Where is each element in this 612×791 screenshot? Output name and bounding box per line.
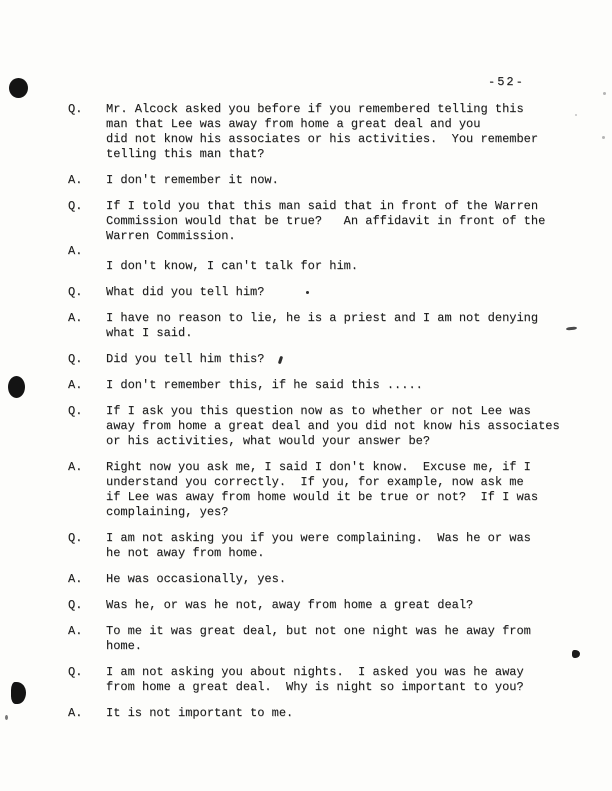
qa-entry: [68, 352, 598, 367]
entry-text: [106, 199, 598, 244]
transcript-line: He was occasionally, yes.: [106, 572, 287, 586]
entry-text: [106, 173, 598, 188]
transcript-line: I don't know, I can't talk for him.: [106, 259, 359, 273]
transcript-line: What did you tell him?: [106, 285, 265, 299]
transcript-line: To me it was great deal, but not one night was he away from: [106, 624, 531, 638]
entry-text: [106, 460, 598, 520]
page-number: -52-: [488, 75, 525, 89]
entry-text: [106, 572, 598, 587]
transcript-line: what I said.: [106, 326, 193, 340]
transcript-body: [68, 102, 598, 732]
qa-entry: [68, 572, 598, 587]
qa-entry: [68, 531, 598, 561]
qa-entry: [68, 199, 598, 244]
entry-text: [106, 352, 598, 367]
qa-entry: [68, 624, 598, 654]
transcript-line: I am not asking you if you were complaining. Was he or was: [106, 531, 531, 545]
qa-entry: [68, 378, 598, 393]
entry-text: [106, 531, 598, 561]
transcript-line: Commission would that be true? An affidavit in front of the: [106, 214, 546, 228]
transcript-line: I am not asking you about nights. I asked you was he away: [106, 665, 524, 679]
speaker-label: A.: [68, 460, 83, 474]
transcript-line: he not away from home.: [106, 546, 265, 560]
hole-punch-bottom: [11, 682, 26, 704]
transcript-line: I have no reason to lie, he is a priest and I am not denying: [106, 311, 539, 325]
transcript-line: Was he, or was he not, away from home a great deal?: [106, 598, 474, 612]
speaker-label: Q.: [68, 102, 83, 116]
speaker-label: A.: [68, 311, 83, 325]
entry-text: [106, 311, 598, 341]
edge-speck: [5, 715, 8, 720]
transcript-line: Mr. Alcock asked you before if you remembered telling this: [106, 102, 524, 116]
transcript-line: I don't remember this, if he said this .....: [106, 378, 423, 392]
entry-text: [106, 378, 598, 393]
hole-punch-top: [9, 78, 28, 98]
qa-entry: [68, 244, 598, 274]
transcript-line: man that Lee was away from home a great deal and you: [106, 117, 481, 131]
entry-text: [106, 259, 598, 274]
transcript-line: If I told you that this man said that in front of the Warren: [106, 199, 539, 213]
speaker-label: Q.: [68, 665, 83, 679]
transcript-line: telling this man that?: [106, 147, 265, 161]
transcript-line: did not know his associates or his activities. You remember: [106, 132, 539, 146]
speaker-label: A.: [68, 378, 83, 392]
transcript-line: or his activities, what would your answer be?: [106, 434, 431, 448]
qa-entry: [68, 173, 598, 188]
transcript-line: from home a great deal. Why is night so important to you?: [106, 680, 524, 694]
qa-entry: [68, 598, 598, 613]
speaker-label: Q.: [68, 404, 83, 418]
transcript-line: Right now you ask me, I said I don't know. Excuse me, if I: [106, 460, 531, 474]
entry-text: [106, 102, 598, 162]
qa-entry: [68, 311, 598, 341]
speaker-label: A.: [68, 624, 83, 638]
faint-speck-3: [602, 136, 605, 139]
speaker-label: A.: [68, 572, 83, 586]
transcript-line: understand you correctly. If you, for example, now ask me: [106, 475, 524, 489]
transcript-line: Warren Commission.: [106, 229, 236, 243]
speaker-label: Q.: [68, 531, 83, 545]
entry-text: [106, 598, 598, 613]
transcript-line: if Lee was away from home would it be true or not? If I was: [106, 490, 539, 504]
ink-dot: [306, 291, 309, 294]
speaker-label: A.: [68, 706, 83, 720]
transcript-line: home.: [106, 639, 143, 653]
entry-text: [106, 665, 598, 695]
qa-entry: [68, 285, 598, 300]
hole-punch-middle: [8, 376, 25, 398]
transcript-line: If I ask you this question now as to whether or not Lee was: [106, 404, 531, 418]
transcript-line: away from home a great deal and you did not know his associates: [106, 419, 560, 433]
speaker-label: Q.: [68, 199, 83, 213]
speaker-label: Q.: [68, 352, 83, 366]
transcript-line: It is not important to me.: [106, 706, 294, 720]
entry-text: [106, 706, 598, 721]
qa-entry: [68, 102, 598, 162]
qa-entry: [68, 665, 598, 695]
entry-text: [106, 404, 598, 449]
qa-entry: [68, 460, 598, 520]
transcript-line: Did you tell him this?: [106, 352, 265, 366]
speaker-label: A.: [68, 173, 83, 187]
transcript-line: I don't remember it now.: [106, 173, 279, 187]
faint-speck-1: [603, 92, 606, 95]
speaker-label: Q.: [68, 598, 83, 612]
transcript-line: complaining, yes?: [106, 505, 229, 519]
entry-text: [106, 624, 598, 654]
entry-text: [106, 285, 598, 300]
speaker-label: A.: [68, 244, 83, 258]
speaker-label: Q.: [68, 285, 83, 299]
qa-entry: [68, 706, 598, 721]
qa-entry: [68, 404, 598, 449]
faint-speck-2: [575, 114, 577, 116]
